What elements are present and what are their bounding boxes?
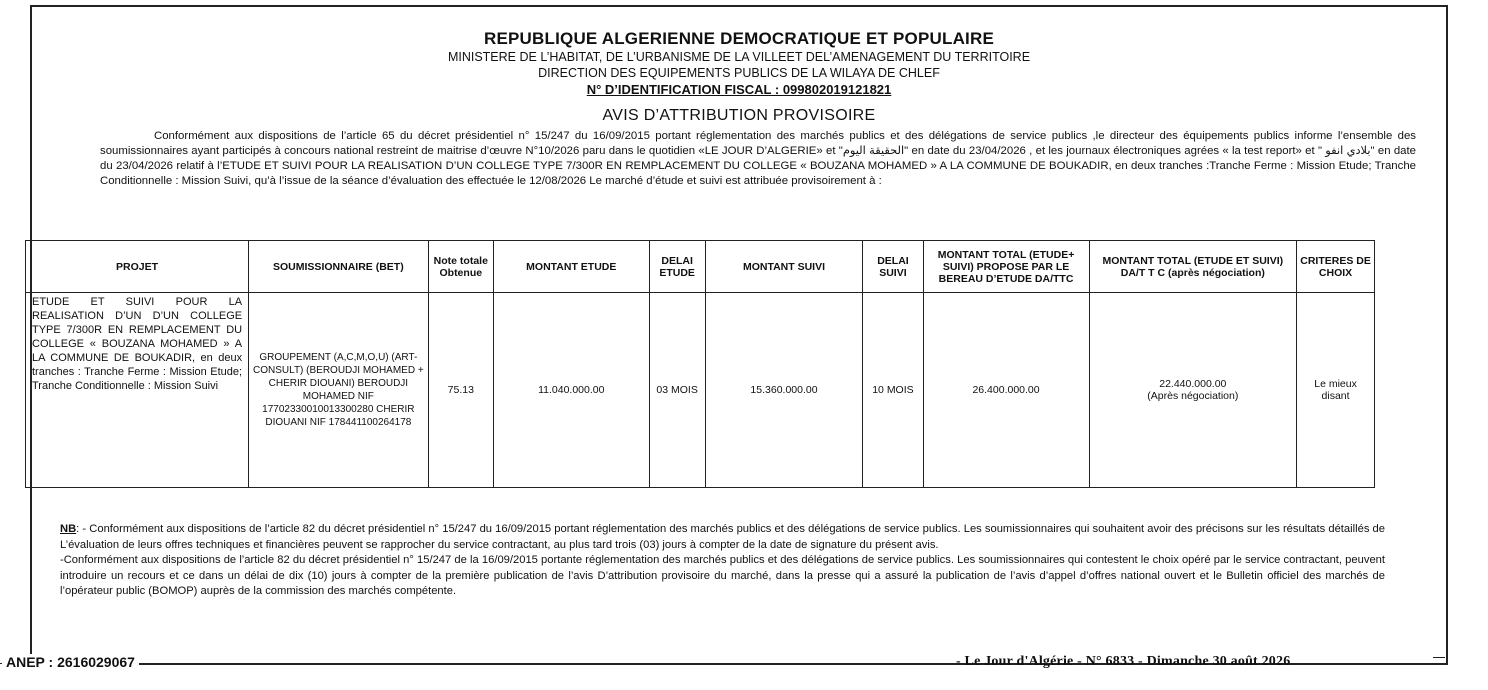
montant-negocie-note: (Après négociation) bbox=[1147, 390, 1239, 402]
col-criteres: CRITERES DE CHOIX bbox=[1297, 241, 1375, 293]
cell-criteres: Le mieux disant bbox=[1297, 293, 1375, 488]
nif-line: N° D’IDENTIFICATION FISCAL : 099802019121821 bbox=[586, 82, 892, 97]
direction-line: DIRECTION DES EQUIPEMENTS PUBLICS DE LA WILAYA DE CHLEF bbox=[538, 66, 940, 80]
footer-rule-right bbox=[1433, 657, 1445, 658]
footer-rule bbox=[196, 663, 936, 664]
cell-delai-etude: 03 MOIS bbox=[649, 293, 705, 488]
ministry-line: MINISTERE DE L’HABITAT, DE L’URBANISME DE LA VILLEET DEL’AMENAGEMENT DU TERRITOIRE bbox=[447, 50, 1031, 64]
table-row bbox=[26, 293, 1375, 488]
award-table bbox=[25, 240, 1375, 488]
col-montant-total-propose: MONTANT TOTAL (ETUDE+ SUIVI) PROPOSE PAR LE BEREAU D’ETUDE DA/TTC bbox=[923, 241, 1089, 293]
anep-reference: ANEP : 2616029067 bbox=[2, 654, 139, 670]
cell-montant-total-propose: 26.400.000.00 bbox=[923, 293, 1089, 488]
intro-paragraph bbox=[100, 129, 1416, 189]
nb-paragraph-1 bbox=[60, 522, 1385, 553]
cell-soumissionnaire: GROUPEMENT (A,C,M,O,U) (ART-CONSULT) (BEROUDJI MOHAMED + CHERIR DIOUANI) BEROUDJI MOHAMED NIF 17702330010013300280 CHERIR DIOUANI NIF 178441100264178 bbox=[249, 293, 429, 488]
republic-title: REPUBLIQUE ALGERIENNE DEMOCRATIQUE ET POPULAIRE bbox=[484, 29, 994, 48]
avis-title: AVIS D’ATTRIBUTION PROVISOIRE bbox=[602, 107, 876, 124]
cell-delai-suivi: 10 MOIS bbox=[863, 293, 923, 488]
nb-section bbox=[60, 522, 1385, 600]
col-montant-total-negocie: MONTANT TOTAL (ETUDE ET SUIVI) DA/T T C (après négociation) bbox=[1089, 241, 1297, 293]
montant-negocie-value: 22.440.000.00 bbox=[1159, 378, 1227, 390]
nb-label: NB bbox=[60, 523, 77, 535]
cell-note: 75.13 bbox=[428, 293, 493, 488]
cell-montant-suivi: 15.360.000.00 bbox=[705, 293, 863, 488]
col-note: Note totale Obtenue bbox=[428, 241, 493, 293]
col-montant-suivi: MONTANT SUIVI bbox=[705, 241, 863, 293]
nb-text-1: : - Conformément aux dispositions de l’article 82 du décret présidentiel n° 15/247 du 16/09/2015 portant réglementation des marchés publics et des délégations de service publics. Les soumissionnaires qui souhaitent avoir des précisons sur les résultats détaillés de L’évaluation de leurs offres techniques et financières peuvent se rapprocher du service contractant, au plus tard trois (03) jours à compter de la date de signature du présent avis. bbox=[60, 523, 1385, 551]
col-montant-etude: MONTANT ETUDE bbox=[493, 241, 649, 293]
cell-montant-etude: 11.040.000.00 bbox=[493, 293, 649, 488]
intro-text: Conformément aux dispositions de l’article 65 du décret présidentiel n° 15/247 du 16/09/2015 portant réglementation des marchés publics et des délégations de service publics ,le directeur des équipements publics informe l’ensemble des soumissionnaires ayant participés à concours national restreint de maitrise d’œuvre N°10/2026 paru dans le quotidien «LE JOUR D’ALGERIE» et "الحقيقة اليوم" en date du 23/04/2026 , et les journaux électroniques agrées « la test report» et " بلادي انفو" en date du 23/04/2026 relatif à l’ETUDE ET SUIVI POUR LA REALISATION D’UN COLLEGE TYPE 7/300R EN REMPLACEMENT DU COLLEGE « BOUZANA MOHAMED » A LA COMMUNE DE BOUKADIR, en deux tranches :Tranche Ferme : Mission Etude; Tranche Conditionnelle : Mission Suivi, qu’à l’issue de la séance d’évaluation des effectuée le 12/08/2026 Le marché d’étude et suivi est attribuée provisoirement à : bbox=[100, 130, 1416, 187]
nb-paragraph-2: -Conformément aux dispositions de l’article 82 du décret présidentiel n° 15/247 de la 16/09/2015 portante réglementation des marchés publics et des délégations de service publics. Les soumissionnaires qui contestent le choix opéré par le service contractant, peuvent introduire un recours et ce dans un délai de dix (10) jours à compter de la première publication de l’avis D’attribution provisoire du marché, dans la presse qui a assuré la publication de l’avis d’appel d’offres national ouvert et le Bulletin officiel des marchés de l’opérateur public (BOMOP) auprès de la commission des marchés compétente. bbox=[60, 554, 1385, 597]
col-soumissionnaire: SOUMISSIONNAIRE (BET) bbox=[249, 241, 429, 293]
col-delai-etude: DELAI ETUDE bbox=[649, 241, 705, 293]
journal-reference: - Le Jour d'Algérie - N° 6833 - Dimanche 30 août 2026 bbox=[956, 654, 1291, 669]
col-projet: PROJET bbox=[26, 241, 249, 293]
cell-montant-total-negocie bbox=[1089, 293, 1297, 488]
cell-projet: ETUDE ET SUIVI POUR LA REALISATION D’UN D’UN COLLEGE TYPE 7/300R EN REMPLACEMENT DU COLLEGE « BOUZANA MOHAMED » A LA COMMUNE DE BOUKADIR, en deux tranches : Tranche Ferme : Mission Etude; Tranche Conditionnelle : Mission Suivi bbox=[26, 293, 249, 488]
table-header-row bbox=[26, 241, 1375, 293]
notice-header bbox=[32, 7, 1446, 125]
col-delai-suivi: DELAI SUIVI bbox=[863, 241, 923, 293]
